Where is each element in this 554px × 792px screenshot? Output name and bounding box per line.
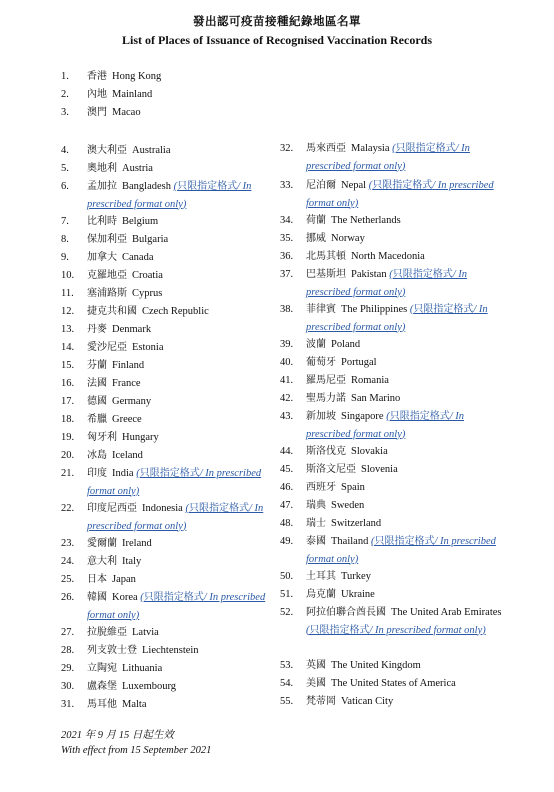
item-number: 19. bbox=[61, 432, 75, 443]
place-name-chinese: 香港 bbox=[87, 71, 107, 82]
place-name-english: Slovakia bbox=[351, 446, 388, 457]
item-text bbox=[306, 515, 510, 533]
place-name-chinese: 英國 bbox=[306, 660, 326, 671]
list-item bbox=[280, 212, 510, 230]
item-text bbox=[306, 408, 510, 443]
item-number: 3. bbox=[61, 107, 69, 118]
place-name-chinese: 列支敦士登 bbox=[87, 645, 137, 656]
item-number: 45. bbox=[280, 464, 294, 475]
place-name-chinese: 冰島 bbox=[87, 450, 107, 461]
list-item bbox=[280, 533, 510, 568]
item-number: 33. bbox=[280, 180, 294, 191]
item-number: 16. bbox=[61, 378, 75, 389]
item-number: 6. bbox=[61, 181, 69, 192]
list-item bbox=[61, 642, 291, 660]
item-number: 15. bbox=[61, 360, 75, 371]
place-name-chinese: 聖馬力諾 bbox=[306, 393, 346, 404]
place-name-chinese: 保加利亞 bbox=[87, 234, 127, 245]
place-name-chinese: 馬耳他 bbox=[87, 699, 117, 710]
item-text bbox=[87, 696, 291, 714]
item-text bbox=[87, 142, 291, 160]
item-number: 5. bbox=[61, 163, 69, 174]
place-name-english: Hungary bbox=[122, 432, 159, 443]
item-text bbox=[87, 500, 291, 535]
document-title-chinese: 發出認可疫苗接種紀錄地區名單 bbox=[193, 14, 361, 28]
list-item bbox=[61, 429, 291, 447]
list-item bbox=[280, 568, 510, 586]
list-item bbox=[280, 443, 510, 461]
item-number: 32. bbox=[280, 143, 294, 154]
place-name-english: The United Arab Emirates bbox=[391, 607, 502, 618]
item-number: 7. bbox=[61, 216, 69, 227]
place-name-english: Finland bbox=[112, 360, 145, 371]
item-text bbox=[87, 160, 291, 178]
item-text bbox=[87, 678, 291, 696]
place-name-english: Turkey bbox=[341, 571, 371, 582]
list-item bbox=[61, 678, 291, 696]
place-name-english: Mainland bbox=[112, 89, 153, 100]
place-name-english: Czech Republic bbox=[142, 306, 209, 317]
place-name-chinese: 立陶宛 bbox=[87, 663, 117, 674]
place-name-chinese: 梵蒂岡 bbox=[306, 696, 336, 707]
place-name-english: Switzerland bbox=[331, 518, 382, 529]
place-name-english: Sweden bbox=[331, 500, 365, 511]
item-text bbox=[87, 571, 291, 589]
place-name-chinese: 美國 bbox=[306, 678, 326, 689]
place-name-chinese: 奧地利 bbox=[87, 163, 117, 174]
item-number: 50. bbox=[280, 571, 294, 582]
item-number: 18. bbox=[61, 414, 75, 425]
item-number: 38. bbox=[280, 304, 294, 315]
place-name-chinese: 克羅地亞 bbox=[87, 270, 127, 281]
item-number: 17. bbox=[61, 396, 75, 407]
list-item bbox=[280, 230, 510, 248]
item-text bbox=[87, 465, 291, 500]
document-title-english: List of Places of Issuance of Recognised Vaccination Records bbox=[122, 33, 432, 47]
place-name-english: Vatican City bbox=[341, 696, 394, 707]
place-name-chinese: 挪威 bbox=[306, 233, 326, 244]
prescribed-format-note: (只限指定格式/ In prescribed format only) bbox=[87, 468, 262, 497]
place-name-chinese: 西班牙 bbox=[306, 482, 336, 493]
place-name-english: France bbox=[112, 378, 141, 389]
list-item bbox=[280, 693, 510, 711]
item-number: 34. bbox=[280, 215, 294, 226]
place-name-english: San Marino bbox=[351, 393, 401, 404]
prescribed-format-note: (只限指定格式/ In prescribed format only) bbox=[87, 181, 252, 210]
item-text bbox=[87, 624, 291, 642]
place-name-english: Korea bbox=[112, 592, 138, 603]
list-item bbox=[61, 285, 291, 303]
item-number: 30. bbox=[61, 681, 75, 692]
item-number: 53. bbox=[280, 660, 294, 671]
item-text bbox=[87, 357, 291, 375]
list-item bbox=[61, 696, 291, 714]
place-name-chinese: 土耳其 bbox=[306, 571, 336, 582]
place-name-english: Slovenia bbox=[361, 464, 398, 475]
place-name-chinese: 澳門 bbox=[87, 107, 107, 118]
list-item bbox=[61, 357, 291, 375]
item-text bbox=[87, 339, 291, 357]
item-number: 21. bbox=[61, 468, 75, 479]
place-name-english: Norway bbox=[331, 233, 365, 244]
list-item bbox=[61, 86, 291, 104]
list-item bbox=[61, 660, 291, 678]
list-item bbox=[280, 140, 510, 175]
item-number: 35. bbox=[280, 233, 294, 244]
place-name-english: Denmark bbox=[112, 324, 152, 335]
item-number: 44. bbox=[280, 446, 294, 457]
item-text bbox=[87, 86, 291, 104]
item-text bbox=[306, 230, 510, 248]
item-text bbox=[87, 393, 291, 411]
item-number: 13. bbox=[61, 324, 75, 335]
list-item bbox=[61, 535, 291, 553]
prescribed-format-note: (只限指定格式/ In prescribed format only) bbox=[87, 592, 266, 621]
place-name-chinese: 塞浦路斯 bbox=[87, 288, 127, 299]
list-item bbox=[280, 657, 510, 675]
item-text bbox=[306, 604, 510, 639]
list-item bbox=[280, 390, 510, 408]
item-number: 27. bbox=[61, 627, 75, 638]
prescribed-format-note: (只限指定格式/ In prescribed format only) bbox=[306, 624, 486, 636]
item-text bbox=[87, 104, 291, 122]
item-text bbox=[306, 693, 510, 711]
place-name-chinese: 韓國 bbox=[87, 592, 107, 603]
item-number: 48. bbox=[280, 518, 294, 529]
list-item bbox=[280, 248, 510, 266]
item-text bbox=[306, 212, 510, 230]
place-name-english: The United States of America bbox=[331, 678, 456, 689]
item-number: 46. bbox=[280, 482, 294, 493]
place-name-chinese: 尼泊爾 bbox=[306, 180, 336, 191]
prescribed-format-note: (只限指定格式/ In prescribed format only) bbox=[306, 269, 468, 298]
item-text bbox=[87, 249, 291, 267]
list-item bbox=[280, 604, 510, 639]
place-name-english: Belgium bbox=[122, 216, 159, 227]
list-item bbox=[61, 447, 291, 465]
item-number: 12. bbox=[61, 306, 75, 317]
item-number: 1. bbox=[61, 71, 69, 82]
place-name-chinese: 法國 bbox=[87, 378, 107, 389]
list-item bbox=[61, 411, 291, 429]
place-name-chinese: 芬蘭 bbox=[87, 360, 107, 371]
place-name-chinese: 意大利 bbox=[87, 556, 117, 567]
list-item bbox=[61, 321, 291, 339]
item-text bbox=[306, 248, 510, 266]
item-number: 14. bbox=[61, 342, 75, 353]
place-name-chinese: 愛沙尼亞 bbox=[87, 342, 127, 353]
list-item bbox=[61, 339, 291, 357]
place-name-chinese: 丹麥 bbox=[87, 324, 107, 335]
item-number: 40. bbox=[280, 357, 294, 368]
item-number: 28. bbox=[61, 645, 75, 656]
list-item bbox=[280, 408, 510, 443]
list-item bbox=[280, 675, 510, 693]
list-item bbox=[61, 624, 291, 642]
item-text bbox=[87, 68, 291, 86]
item-text bbox=[87, 213, 291, 231]
prescribed-format-note: (只限指定格式/ In prescribed format only) bbox=[87, 503, 264, 532]
item-text bbox=[87, 178, 291, 213]
place-name-english: Singapore bbox=[341, 411, 384, 422]
place-name-chinese: 菲律賓 bbox=[306, 304, 336, 315]
item-text bbox=[306, 461, 510, 479]
place-name-english: Italy bbox=[122, 556, 142, 567]
item-number: 24. bbox=[61, 556, 75, 567]
item-number: 29. bbox=[61, 663, 75, 674]
place-name-english: India bbox=[112, 468, 134, 479]
item-number: 31. bbox=[61, 699, 75, 710]
item-number: 51. bbox=[280, 589, 294, 600]
place-name-chinese: 澳大利亞 bbox=[87, 145, 127, 156]
list-item bbox=[61, 178, 291, 213]
place-name-chinese: 阿拉伯聯合酋長國 bbox=[306, 607, 386, 618]
place-name-english: Malta bbox=[122, 699, 147, 710]
place-name-english: Nepal bbox=[341, 180, 367, 191]
item-number: 8. bbox=[61, 234, 69, 245]
place-name-english: Malaysia bbox=[351, 143, 390, 154]
item-number: 54. bbox=[280, 678, 294, 689]
place-name-english: Pakistan bbox=[351, 269, 387, 280]
place-name-chinese: 匈牙利 bbox=[87, 432, 117, 443]
place-name-english: Bangladesh bbox=[122, 181, 171, 192]
place-name-chinese: 烏克蘭 bbox=[306, 589, 336, 600]
item-text bbox=[87, 303, 291, 321]
effective-date-english: With effect from 15 September 2021 bbox=[61, 745, 212, 756]
list-item bbox=[280, 177, 510, 212]
item-text bbox=[87, 429, 291, 447]
place-name-chinese: 泰國 bbox=[306, 536, 326, 547]
item-text bbox=[306, 443, 510, 461]
place-name-chinese: 愛爾蘭 bbox=[87, 538, 117, 549]
place-name-english: Latvia bbox=[132, 627, 159, 638]
item-text bbox=[306, 533, 510, 568]
place-name-chinese: 瑞典 bbox=[306, 500, 326, 511]
list-item bbox=[280, 461, 510, 479]
list-item bbox=[61, 375, 291, 393]
place-name-english: Iceland bbox=[112, 450, 143, 461]
place-name-english: Austria bbox=[122, 163, 153, 174]
place-name-english: Greece bbox=[112, 414, 142, 425]
item-text bbox=[306, 586, 510, 604]
place-name-chinese: 荷蘭 bbox=[306, 215, 326, 226]
item-text bbox=[306, 390, 510, 408]
item-text bbox=[87, 411, 291, 429]
item-number: 20. bbox=[61, 450, 75, 461]
item-text bbox=[87, 447, 291, 465]
place-name-english: Spain bbox=[341, 482, 365, 493]
list-item bbox=[61, 571, 291, 589]
item-number: 25. bbox=[61, 574, 75, 585]
item-number: 10. bbox=[61, 270, 75, 281]
list-item bbox=[61, 104, 291, 122]
item-text bbox=[306, 140, 510, 175]
list-item bbox=[280, 354, 510, 372]
place-name-english: Bulgaria bbox=[132, 234, 169, 245]
item-text bbox=[306, 301, 510, 336]
item-number: 37. bbox=[280, 269, 294, 280]
list-item bbox=[61, 589, 291, 624]
effective-date-chinese: 2021 年 9 月 15 日起生效 bbox=[61, 730, 174, 741]
item-text bbox=[87, 535, 291, 553]
place-name-english: Liechtenstein bbox=[142, 645, 199, 656]
list-item bbox=[61, 553, 291, 571]
item-number: 9. bbox=[61, 252, 69, 263]
list-item bbox=[61, 142, 291, 160]
place-name-chinese: 加拿大 bbox=[87, 252, 117, 263]
place-name-chinese: 巴基斯坦 bbox=[306, 269, 346, 280]
item-text bbox=[87, 321, 291, 339]
place-name-english: Ireland bbox=[122, 538, 152, 549]
item-text bbox=[87, 267, 291, 285]
list-item bbox=[280, 586, 510, 604]
place-name-english: Thailand bbox=[331, 536, 369, 547]
item-text bbox=[306, 479, 510, 497]
list-item bbox=[280, 336, 510, 354]
list-item bbox=[61, 500, 291, 535]
list-item bbox=[61, 213, 291, 231]
place-name-english: North Macedonia bbox=[351, 251, 425, 262]
list-item bbox=[61, 303, 291, 321]
item-number: 49. bbox=[280, 536, 294, 547]
item-text bbox=[306, 336, 510, 354]
place-name-english: Poland bbox=[331, 339, 361, 350]
place-name-chinese: 印度 bbox=[87, 468, 107, 479]
item-text bbox=[306, 177, 510, 212]
place-name-chinese: 北馬其頓 bbox=[306, 251, 346, 262]
prescribed-format-note: (只限指定格式/ In prescribed format only) bbox=[306, 536, 496, 565]
item-text bbox=[306, 657, 510, 675]
item-text bbox=[87, 375, 291, 393]
place-name-chinese: 羅馬尼亞 bbox=[306, 375, 346, 386]
list-item bbox=[280, 515, 510, 533]
item-text bbox=[87, 589, 291, 624]
place-name-chinese: 波蘭 bbox=[306, 339, 326, 350]
item-text bbox=[306, 497, 510, 515]
list-item bbox=[61, 249, 291, 267]
item-number: 26. bbox=[61, 592, 75, 603]
place-name-chinese: 希臘 bbox=[87, 414, 107, 425]
place-name-english: Ukraine bbox=[341, 589, 375, 600]
item-number: 41. bbox=[280, 375, 294, 386]
prescribed-format-note: (只限指定格式/ In prescribed format only) bbox=[306, 304, 488, 333]
place-name-english: Japan bbox=[112, 574, 136, 585]
place-name-english: Croatia bbox=[132, 270, 163, 281]
list-item bbox=[61, 393, 291, 411]
place-name-english: The Netherlands bbox=[331, 215, 401, 226]
place-name-english: Romania bbox=[351, 375, 389, 386]
place-name-english: The United Kingdom bbox=[331, 660, 421, 671]
item-text bbox=[306, 354, 510, 372]
place-name-english: Indonesia bbox=[142, 503, 183, 514]
place-name-english: Luxembourg bbox=[122, 681, 177, 692]
list-item bbox=[61, 267, 291, 285]
place-name-chinese: 日本 bbox=[87, 574, 107, 585]
item-text bbox=[306, 372, 510, 390]
list-item bbox=[280, 372, 510, 390]
prescribed-format-note: (只限指定格式/ In prescribed format only) bbox=[306, 143, 470, 172]
list-item bbox=[61, 68, 291, 86]
place-name-chinese: 瑞士 bbox=[306, 518, 326, 529]
place-name-english: Hong Kong bbox=[112, 71, 162, 82]
item-text bbox=[87, 660, 291, 678]
item-number: 52. bbox=[280, 607, 294, 618]
place-name-chinese: 斯洛伐克 bbox=[306, 446, 346, 457]
list-item bbox=[61, 160, 291, 178]
list-item bbox=[280, 497, 510, 515]
item-number: 39. bbox=[280, 339, 294, 350]
item-number: 23. bbox=[61, 538, 75, 549]
item-number: 11. bbox=[61, 288, 74, 299]
item-number: 2. bbox=[61, 89, 69, 100]
place-name-english: Australia bbox=[132, 145, 171, 156]
place-name-chinese: 比利時 bbox=[87, 216, 117, 227]
prescribed-format-note: (只限指定格式/ In prescribed format only) bbox=[306, 180, 494, 209]
item-number: 4. bbox=[61, 145, 69, 156]
place-name-english: Portugal bbox=[341, 357, 377, 368]
place-name-chinese: 馬來西亞 bbox=[306, 143, 346, 154]
place-name-chinese: 新加坡 bbox=[306, 411, 336, 422]
item-number: 22. bbox=[61, 503, 75, 514]
item-text bbox=[87, 642, 291, 660]
item-text bbox=[87, 231, 291, 249]
place-name-english: The Philippines bbox=[341, 304, 408, 315]
place-name-chinese: 盧森堡 bbox=[87, 681, 117, 692]
place-name-english: Canada bbox=[122, 252, 154, 263]
item-number: 47. bbox=[280, 500, 294, 511]
item-number: 43. bbox=[280, 411, 294, 422]
item-text bbox=[306, 266, 510, 301]
prescribed-format-note: (只限指定格式/ In prescribed format only) bbox=[306, 411, 464, 440]
item-text bbox=[87, 553, 291, 571]
item-text bbox=[306, 568, 510, 586]
place-name-chinese: 孟加拉 bbox=[87, 181, 117, 192]
item-text bbox=[306, 675, 510, 693]
place-name-chinese: 捷克共和國 bbox=[87, 306, 137, 317]
place-name-english: Cyprus bbox=[132, 288, 163, 299]
place-name-chinese: 斯洛文尼亞 bbox=[306, 464, 356, 475]
list-item bbox=[61, 465, 291, 500]
item-number: 42. bbox=[280, 393, 294, 404]
place-name-chinese: 內地 bbox=[87, 89, 107, 100]
list-item bbox=[280, 479, 510, 497]
place-name-english: Lithuania bbox=[122, 663, 163, 674]
list-item bbox=[61, 231, 291, 249]
place-name-chinese: 葡萄牙 bbox=[306, 357, 336, 368]
place-name-chinese: 拉脫維亞 bbox=[87, 627, 127, 638]
item-number: 36. bbox=[280, 251, 294, 262]
item-number: 55. bbox=[280, 696, 294, 707]
place-name-english: Germany bbox=[112, 396, 152, 407]
list-item bbox=[280, 301, 510, 336]
place-name-chinese: 德國 bbox=[87, 396, 107, 407]
place-name-english: Estonia bbox=[132, 342, 164, 353]
item-text bbox=[87, 285, 291, 303]
list-item bbox=[280, 266, 510, 301]
place-name-english: Macao bbox=[112, 107, 141, 118]
place-name-chinese: 印度尼西亞 bbox=[87, 503, 137, 514]
